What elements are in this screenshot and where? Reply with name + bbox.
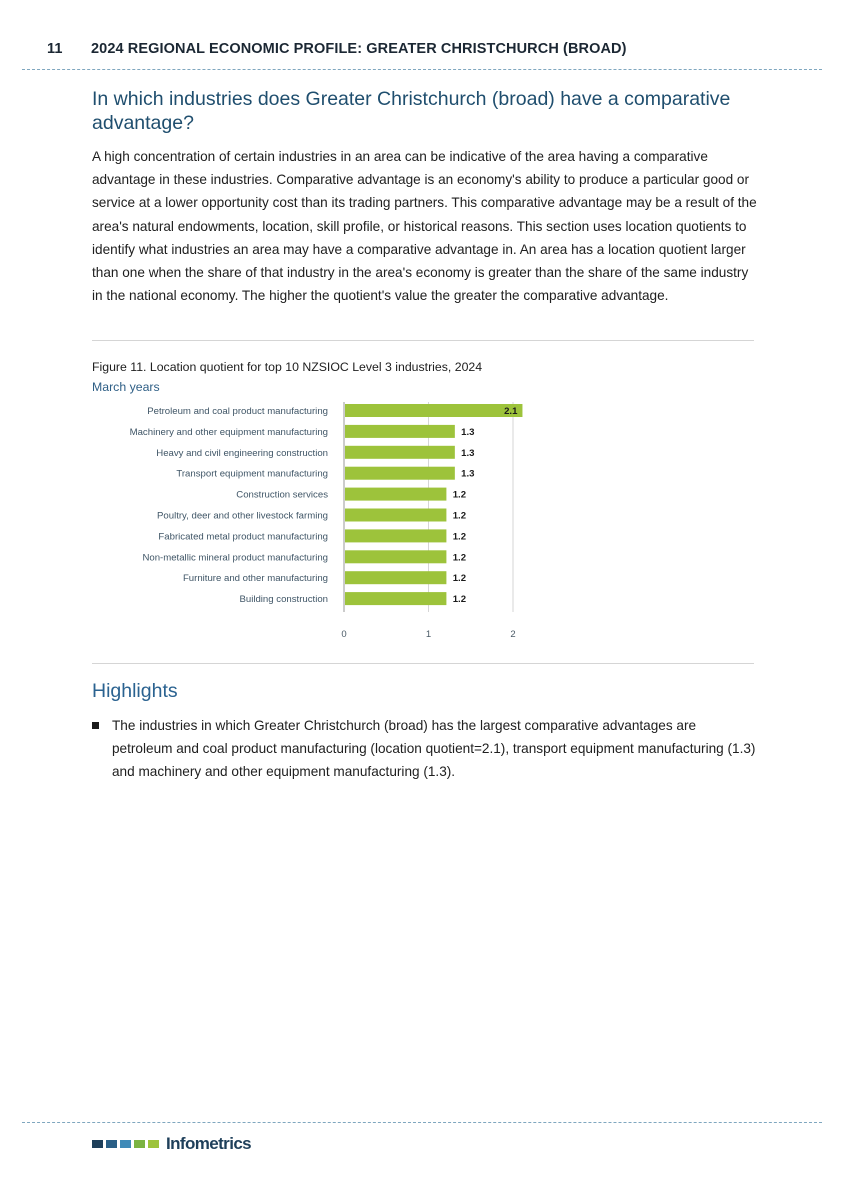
- data-label: 1.2: [452, 531, 467, 543]
- bar: [345, 592, 446, 605]
- bar: [345, 571, 446, 584]
- figure-subtitle: March years: [92, 380, 160, 394]
- page-number: 11: [47, 41, 63, 57]
- logo-square-icon: [106, 1140, 117, 1148]
- data-label: 2.1: [504, 406, 518, 417]
- data-label: 1.3: [461, 447, 475, 459]
- logo-wordmark: Infometrics: [166, 1134, 252, 1153]
- infometrics-logo: [92, 1134, 251, 1154]
- data-label: 1.2: [452, 510, 467, 522]
- highlights-title: Highlights: [92, 680, 178, 702]
- highlight-item: [112, 714, 758, 784]
- bar: [345, 488, 446, 501]
- bullet-square-icon: [92, 722, 99, 729]
- category-label: Non-metallic mineral product manufacturing: [142, 552, 328, 564]
- data-label: 1.3: [461, 426, 475, 438]
- bar: [345, 446, 455, 459]
- figure-title: Figure 11. Location quotient for top 10 NZSIOC Level 3 industries, 2024: [92, 360, 483, 374]
- data-label: 1.3: [461, 468, 475, 480]
- category-label: Petroleum and coal product manufacturing: [147, 406, 328, 417]
- bar: [345, 550, 446, 563]
- category-label: Building construction: [239, 594, 328, 606]
- figure-bottom-divider: [92, 663, 754, 664]
- category-label: Construction services: [236, 489, 328, 501]
- data-label: 1.2: [452, 594, 467, 606]
- bar: [345, 467, 455, 480]
- logo-square-icon: [134, 1140, 145, 1148]
- footer-divider: [22, 1122, 822, 1123]
- category-label: Poultry, deer and other livestock farming: [157, 510, 328, 522]
- data-label: 1.2: [452, 552, 467, 564]
- section-title: In which industries does Greater Christchurch (broad) have a comparative advantage?: [92, 88, 731, 134]
- category-label: Transport equipment manufacturing: [176, 468, 328, 480]
- data-label: 1.2: [452, 573, 467, 585]
- bar: [345, 529, 446, 542]
- header-title: 2024 REGIONAL ECONOMIC PROFILE: GREATER CHRISTCHURCH (BROAD): [91, 41, 627, 57]
- bar: [345, 404, 522, 417]
- logo-square-icon: [148, 1140, 159, 1148]
- bar: [345, 425, 455, 438]
- category-label: Heavy and civil engineering construction: [156, 447, 328, 459]
- x-tick-label: 2: [510, 629, 516, 640]
- logo-square-icon: [120, 1140, 131, 1148]
- x-tick-label: 1: [425, 629, 432, 640]
- category-label: Fabricated metal product manufacturing: [158, 531, 328, 543]
- x-tick-label: 0: [341, 629, 347, 640]
- category-label: Machinery and other equipment manufacturing: [129, 426, 328, 438]
- highlight-text: The industries in which Greater Christchurch (broad) has the largest comparative advantages are petroleum and coal product manufacturing (location quotient=2.1), transport equipment manufacturing (1.3) and machinery and other equipment manufacturing (1.3).: [112, 718, 756, 780]
- data-label: 1.2: [452, 489, 467, 501]
- bar: [345, 509, 446, 522]
- logo-square-icon: [92, 1140, 103, 1148]
- section-body: A high concentration of certain industries in an area can be indicative of the area having a comparative advantage in these industries. Comparative advantage is an economy's ability to produce a particular good or service at a lower opportunity cost than its trading partners. This comparative advantage may be a result of the area's natural endowments, location, skill profile, or historical reasons. This section uses location quotients to identify what industries an area may have a comparative advantage in. An area has a location quotient larger than one when the share of that industry in the area's economy is greater than the share of the same industry in the national economy. The higher the quotient's value the greater the comparative advantage.: [92, 149, 757, 304]
- category-label: Furniture and other manufacturing: [182, 573, 328, 585]
